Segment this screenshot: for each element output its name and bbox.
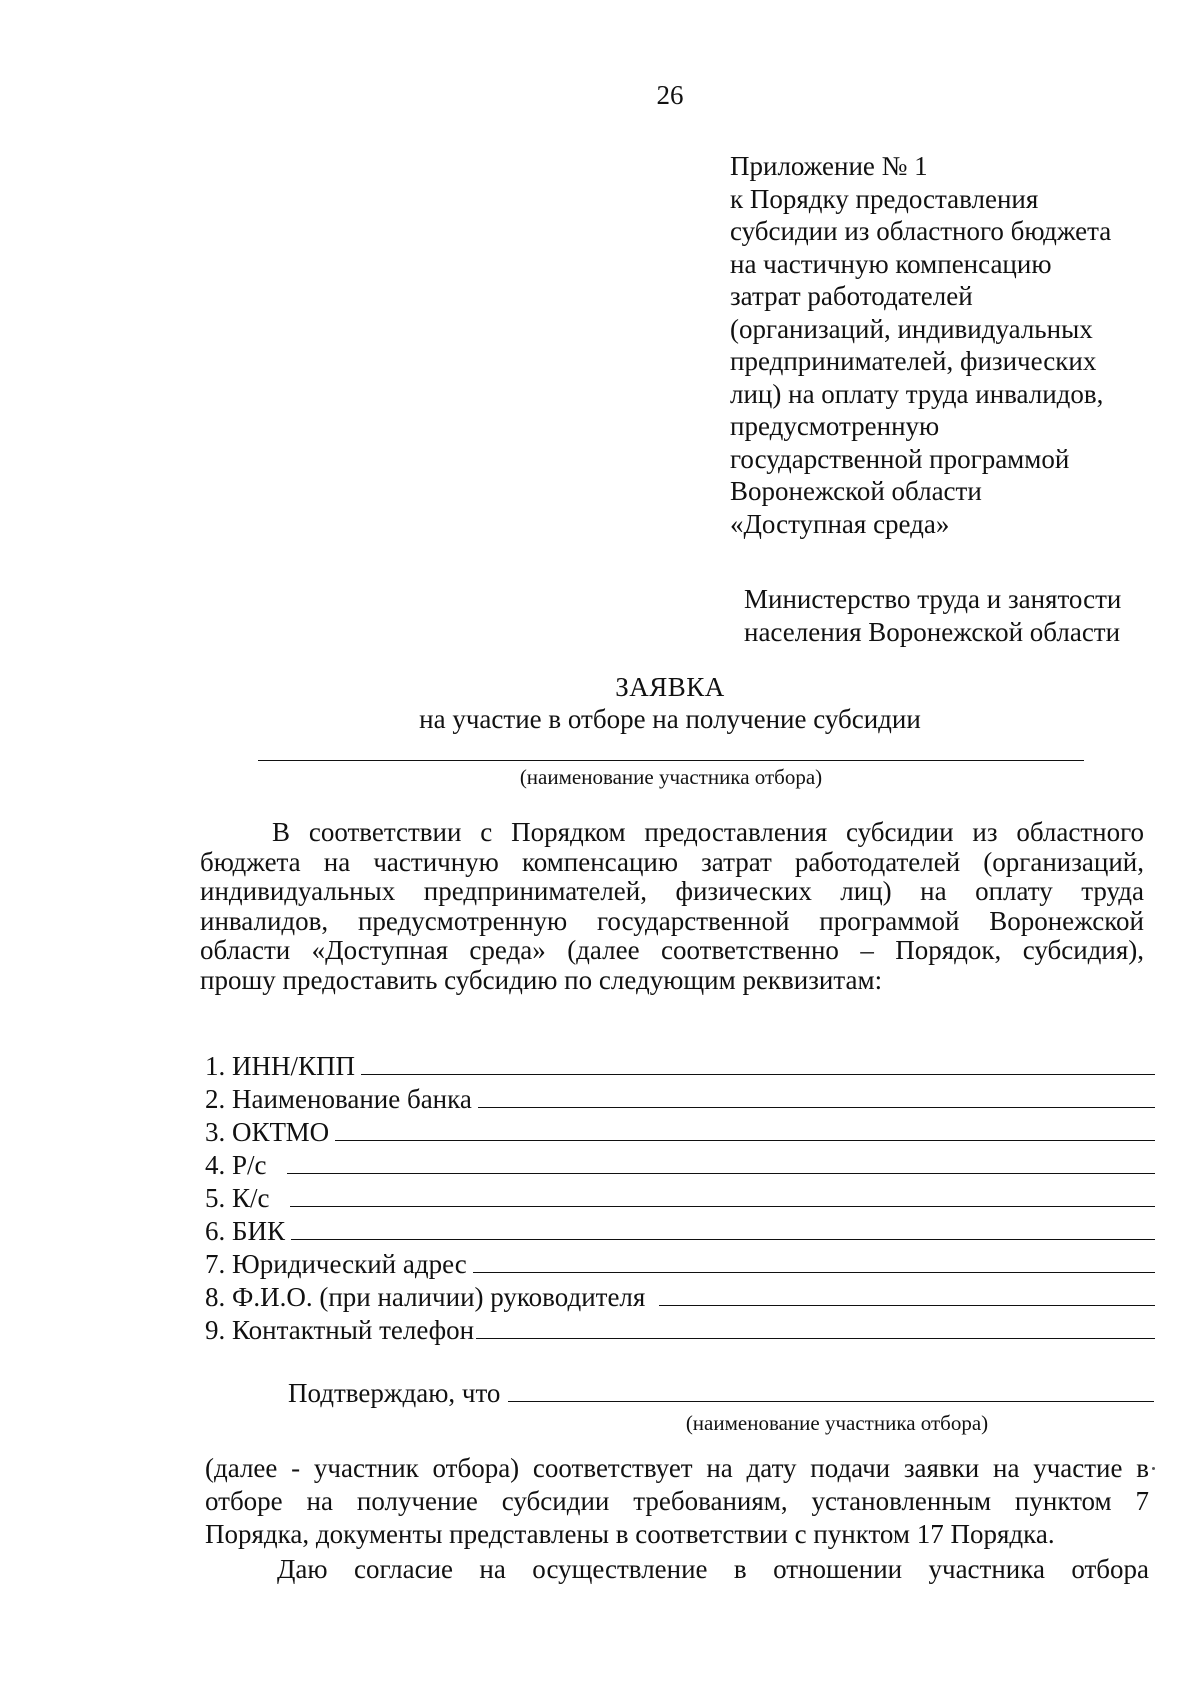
- oktmo-blank[interactable]: [335, 1140, 1155, 1141]
- intro-paragraph: [200, 818, 1144, 995]
- appendix-line: предпринимателей, физических: [730, 346, 1097, 376]
- appendix-line: (организаций, индивидуальных: [730, 313, 1093, 344]
- addressee-block: [744, 583, 1121, 649]
- field-contact-phone: [205, 1312, 1155, 1345]
- requisites-list: [205, 1048, 1155, 1345]
- appendix-line: к Порядку предоставления: [730, 183, 1039, 214]
- field-label: 3. ОКТМО: [205, 1117, 330, 1147]
- contact-phone-blank[interactable]: [476, 1338, 1155, 1339]
- confirmation-row: [288, 1378, 1154, 1408]
- director-name-blank[interactable]: [659, 1305, 1155, 1306]
- addressee-line: Министерство труда и занятости: [744, 584, 1122, 614]
- compliance-line: Порядка, документы представлены в соответствии с пунктом 17 Порядка.: [205, 1519, 1055, 1549]
- compliance-line: отборе на получение субсидии требованиям, установленным пунктом 7: [205, 1486, 1149, 1516]
- field-inn-kpp: [205, 1048, 1155, 1081]
- field-label: 9. Контактный телефон: [205, 1315, 475, 1345]
- inn-kpp-blank[interactable]: [361, 1074, 1155, 1075]
- corr-account-blank[interactable]: [290, 1206, 1156, 1207]
- application-title: ЗАЯВКА: [615, 672, 725, 702]
- field-bik: [205, 1213, 1155, 1246]
- appendix-heading: [730, 150, 1111, 540]
- consent-line: Даю согласие на осуществление в отношении участника отбора: [277, 1554, 1149, 1584]
- confirmation-name-caption: (наименование участника отбора): [685, 1411, 989, 1435]
- account-blank[interactable]: [287, 1173, 1155, 1174]
- appendix-line: затрат работодателей: [730, 281, 973, 311]
- intro-line: инвалидов, предусмотренную государственной программой Воронежской: [200, 905, 1144, 936]
- intro-line: В соответствии с Порядком предоставления субсидии из областного: [272, 817, 1144, 847]
- application-subtitle: на участие в отборе на получение субсидии: [419, 704, 921, 734]
- participant-name-caption: (наименование участника отбора): [519, 765, 823, 789]
- appendix-line: государственной программой: [730, 443, 1070, 474]
- field-label: 7. Юридический адрес: [205, 1249, 467, 1279]
- participant-name-blank[interactable]: [258, 760, 1084, 761]
- field-label: 1. ИНН/КПП: [205, 1051, 356, 1081]
- field-corr-account: [205, 1180, 1155, 1213]
- field-account: [205, 1147, 1155, 1180]
- scan-artifact: [1152, 1467, 1155, 1470]
- field-label: 2. Наименование банка: [205, 1084, 472, 1114]
- appendix-line: Воронежской области: [730, 476, 982, 506]
- intro-line: прошу предоставить субсидию по следующим реквизитам:: [200, 964, 883, 995]
- field-label: 6. БИК: [205, 1216, 286, 1246]
- appendix-line: предусмотренную: [730, 411, 940, 441]
- field-legal-address: [205, 1246, 1155, 1279]
- compliance-line: (далее - участник отбора) соответствует на дату подачи заявки на участие в: [205, 1453, 1149, 1483]
- intro-line: индивидуальных предпринимателей, физических лиц) на оплату труда: [200, 876, 1144, 906]
- field-bank-name: [205, 1081, 1155, 1114]
- field-director-name: [205, 1279, 1155, 1312]
- confirmation-name-blank[interactable]: [508, 1401, 1154, 1402]
- appendix-line: субсидии из областного бюджета: [730, 216, 1112, 246]
- appendix-line: на частичную компенсацию: [730, 248, 1052, 279]
- intro-line: бюджета на частичную компенсацию затрат работодателей (организаций,: [200, 846, 1144, 877]
- bank-name-blank[interactable]: [478, 1107, 1155, 1108]
- legal-address-blank[interactable]: [473, 1272, 1155, 1273]
- appendix-line: Приложение № 1: [730, 151, 928, 181]
- field-label: 5. К/с: [205, 1183, 270, 1213]
- field-oktmo: [205, 1114, 1155, 1147]
- consent-paragraph: [205, 1553, 1149, 1586]
- appendix-line: лиц) на оплату труда инвалидов,: [730, 378, 1104, 409]
- page-number: 26: [656, 80, 684, 110]
- bik-blank[interactable]: [291, 1239, 1155, 1240]
- field-label: 8. Ф.И.О. (при наличии) руководителя: [205, 1282, 646, 1312]
- field-label: 4. Р/с: [205, 1150, 267, 1180]
- compliance-paragraph: [205, 1452, 1149, 1551]
- confirmation-label: Подтверждаю, что: [288, 1378, 501, 1408]
- intro-line: области «Доступная среда» (далее соответственно – Порядок, субсидия),: [200, 935, 1144, 965]
- addressee-line: населения Воронежской области: [744, 617, 1121, 647]
- appendix-line: «Доступная среда»: [730, 508, 950, 539]
